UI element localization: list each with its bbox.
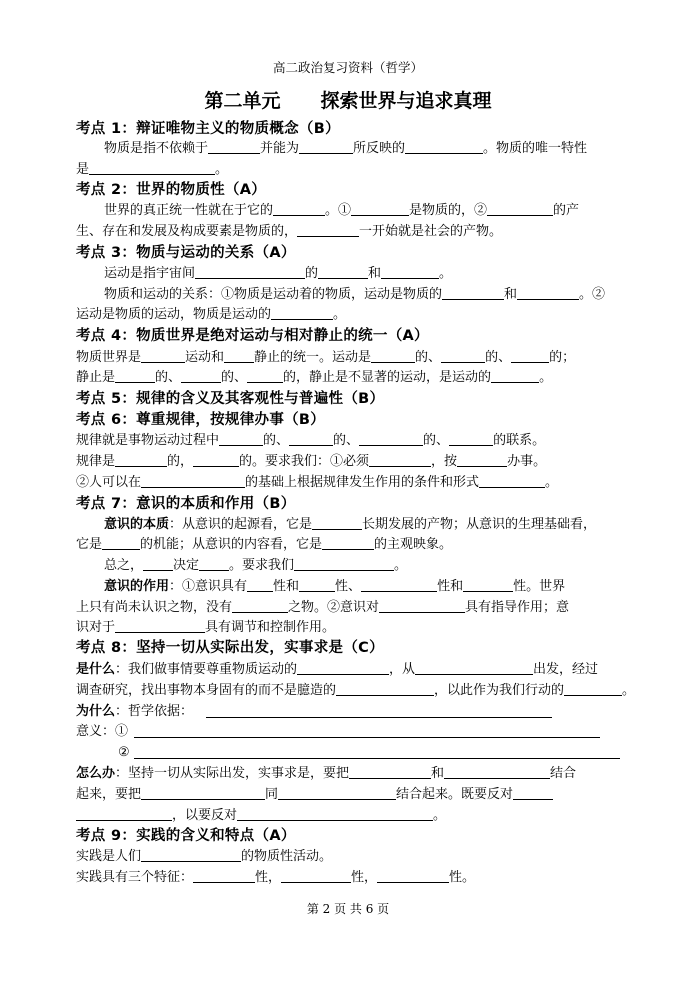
section-heading-1: 考点 1：辩证唯物主义的物质概念（B） bbox=[76, 121, 340, 137]
section-heading-6: 考点 6：尊重规律，按规律办事（B） bbox=[76, 412, 326, 428]
blank[interactable] bbox=[115, 368, 155, 383]
blank[interactable] bbox=[208, 139, 260, 154]
section-heading-8: 考点 8：坚持一切从实际出发，实事求是（C） bbox=[76, 640, 384, 656]
blank[interactable] bbox=[141, 473, 245, 488]
blank[interactable] bbox=[193, 452, 239, 467]
blank[interactable] bbox=[294, 556, 394, 571]
k7-line-6: 识对于 具有调节和控制作用。 bbox=[76, 620, 336, 635]
blank[interactable] bbox=[371, 348, 415, 363]
k1-line-1: 物质是指不依赖于 并能为 所反映的 。物质的唯一特性 bbox=[104, 141, 588, 156]
blank[interactable] bbox=[361, 577, 437, 592]
k7-line-5: 上只有尚未认识之物，没有 之物。②意识对 具有指导作用；意 bbox=[76, 600, 570, 615]
blank[interactable] bbox=[195, 264, 305, 279]
blank[interactable] bbox=[115, 618, 205, 633]
section-heading-5: 考点 5：规律的含义及其客观性与普遍性（B） bbox=[76, 391, 385, 407]
k9-line-1: 实践是人们 的物质性活动。 bbox=[76, 849, 333, 864]
blank[interactable] bbox=[457, 452, 507, 467]
blank[interactable] bbox=[322, 535, 374, 550]
k2-line-2: 生、存在和发展及构成要素是物质的， 一开始就是社会的产物。 bbox=[76, 224, 503, 239]
k4-line-2: 静止是 的、 的、 的，静止是不显著的运动，是运动的 。 bbox=[76, 370, 553, 385]
blank[interactable] bbox=[102, 535, 140, 550]
k8-line-1: 是什么：我们做事情要尊重物质运动的 ，从 出发，经过 bbox=[76, 662, 599, 677]
k7-line-2: 它是 的机能；从意识的内容看，它是 的主观映象。 bbox=[76, 537, 453, 552]
answer-line-significance-2[interactable] bbox=[134, 758, 620, 759]
blank[interactable] bbox=[359, 431, 423, 446]
blank[interactable] bbox=[76, 806, 172, 821]
blank[interactable] bbox=[181, 368, 221, 383]
blank[interactable] bbox=[232, 598, 288, 613]
blank[interactable] bbox=[442, 285, 504, 300]
blank[interactable] bbox=[115, 452, 167, 467]
unit-number: 第二单元 bbox=[204, 90, 281, 112]
blank[interactable] bbox=[237, 806, 433, 821]
blank[interactable] bbox=[517, 285, 579, 300]
k7-line-4: 意识的作用：①意识具有 性和 性、 性和 性。世界 bbox=[104, 579, 566, 594]
k8-line-7: 起来，要把 同 结合起来。既要反对 bbox=[76, 785, 553, 805]
k8-line-2: 调查研究，找出事物本身固有的而不是臆造的 ，以此作为我们行动的 。 bbox=[76, 683, 636, 698]
blank[interactable] bbox=[299, 577, 335, 592]
blank[interactable] bbox=[463, 577, 513, 592]
k8-line-6: 怎么办：坚持一切从实际出发，实事求是，要把 和 结合 bbox=[76, 766, 577, 781]
blank[interactable] bbox=[141, 785, 265, 800]
blank[interactable] bbox=[193, 868, 255, 883]
k3-line-3: 运动是物质的运动，物质是运动的 。 bbox=[76, 307, 347, 322]
k7-line-3: 总之， 决定 。要求我们 。 bbox=[104, 558, 408, 573]
blank[interactable] bbox=[271, 305, 333, 320]
blank[interactable] bbox=[479, 473, 545, 488]
blank[interactable] bbox=[273, 201, 325, 216]
blank[interactable] bbox=[318, 264, 368, 279]
blank[interactable] bbox=[141, 348, 185, 363]
unit-title bbox=[0, 86, 696, 113]
blank[interactable] bbox=[247, 577, 273, 592]
blank[interactable] bbox=[513, 785, 553, 800]
blank[interactable] bbox=[278, 785, 396, 800]
k3-line-1: 运动是指宇宙间 的 和 。 bbox=[104, 266, 453, 281]
k3-line-2: 物质和运动的关系：①物质是运动着的物质，运动是物质的 和 。② bbox=[104, 287, 606, 302]
section-heading-9: 考点 9：实践的含义和特点（A） bbox=[76, 828, 296, 844]
blank[interactable] bbox=[564, 681, 622, 696]
page-footer: 第 2 页 共 6 页 bbox=[306, 902, 390, 916]
k6-line-1: 规律就是事物运动过程中 的、 的、 的、 的联系。 bbox=[76, 433, 546, 448]
blank[interactable] bbox=[444, 764, 550, 779]
k2-line-1: 世界的真正统一性就在于它的 。① 是物质的，② 的产 bbox=[104, 203, 580, 218]
k6-line-2: 规律是 的， 的。要求我们：①必须 ，按 办事。 bbox=[76, 454, 547, 469]
answer-line-philosophy[interactable] bbox=[206, 717, 552, 718]
blank[interactable] bbox=[491, 368, 539, 383]
blank[interactable] bbox=[299, 139, 353, 154]
blank[interactable] bbox=[289, 431, 333, 446]
k4-line-1: 物质世界是 运动和 静止的统一。运动是 的、 的、 的； bbox=[76, 350, 576, 365]
k8-line-5: ② bbox=[118, 745, 130, 760]
section-heading-3: 考点 3：物质与运动的关系（A） bbox=[76, 245, 296, 261]
blank[interactable] bbox=[247, 368, 283, 383]
blank[interactable] bbox=[415, 660, 533, 675]
answer-line-significance-1[interactable] bbox=[134, 737, 600, 738]
blank[interactable] bbox=[441, 348, 485, 363]
blank[interactable] bbox=[449, 431, 493, 446]
blank[interactable] bbox=[349, 764, 431, 779]
blank[interactable] bbox=[511, 348, 549, 363]
blank[interactable] bbox=[487, 201, 553, 216]
blank[interactable] bbox=[379, 598, 465, 613]
k8-line-8: ，以要反对 。 bbox=[76, 806, 446, 826]
blank[interactable] bbox=[219, 431, 263, 446]
k7-line-1: 意识的本质：从意识的起源看，它是 长期发展的产物；从意识的生理基础看， bbox=[104, 517, 597, 532]
k9-line-2: 实践具有三个特征： 性， 性， 性。 bbox=[76, 870, 476, 885]
blank[interactable] bbox=[297, 660, 389, 675]
blank[interactable] bbox=[143, 556, 173, 571]
blank[interactable] bbox=[405, 139, 483, 154]
k1-line-2: 是 。 bbox=[76, 162, 229, 177]
blank[interactable] bbox=[336, 681, 434, 696]
k8-line-4: 意义：① bbox=[76, 724, 129, 739]
blank[interactable] bbox=[89, 160, 215, 175]
page-header: 高二政治复习资料（哲学） bbox=[272, 60, 423, 75]
unit-subtitle: 探索世界与追求真理 bbox=[320, 90, 492, 112]
blank[interactable] bbox=[377, 868, 449, 883]
blank[interactable] bbox=[141, 847, 241, 862]
blank[interactable] bbox=[281, 868, 351, 883]
blank[interactable] bbox=[381, 264, 439, 279]
k8-line-3: 为什么：哲学依据： bbox=[76, 704, 194, 719]
blank[interactable] bbox=[199, 556, 229, 571]
blank[interactable] bbox=[351, 201, 409, 216]
section-heading-2: 考点 2：世界的物质性（A） bbox=[76, 182, 267, 198]
blank[interactable] bbox=[297, 222, 359, 237]
k6-line-3: ②人可以在 的基础上根据规律发生作用的条件和形式 。 bbox=[76, 475, 559, 490]
blank[interactable] bbox=[224, 348, 254, 363]
blank[interactable] bbox=[369, 452, 431, 467]
section-heading-4: 考点 4：物质世界是绝对运动与相对静止的统一（A） bbox=[76, 328, 429, 344]
section-heading-7: 考点 7：意识的本质和作用（B） bbox=[76, 496, 296, 512]
blank[interactable] bbox=[312, 515, 362, 530]
